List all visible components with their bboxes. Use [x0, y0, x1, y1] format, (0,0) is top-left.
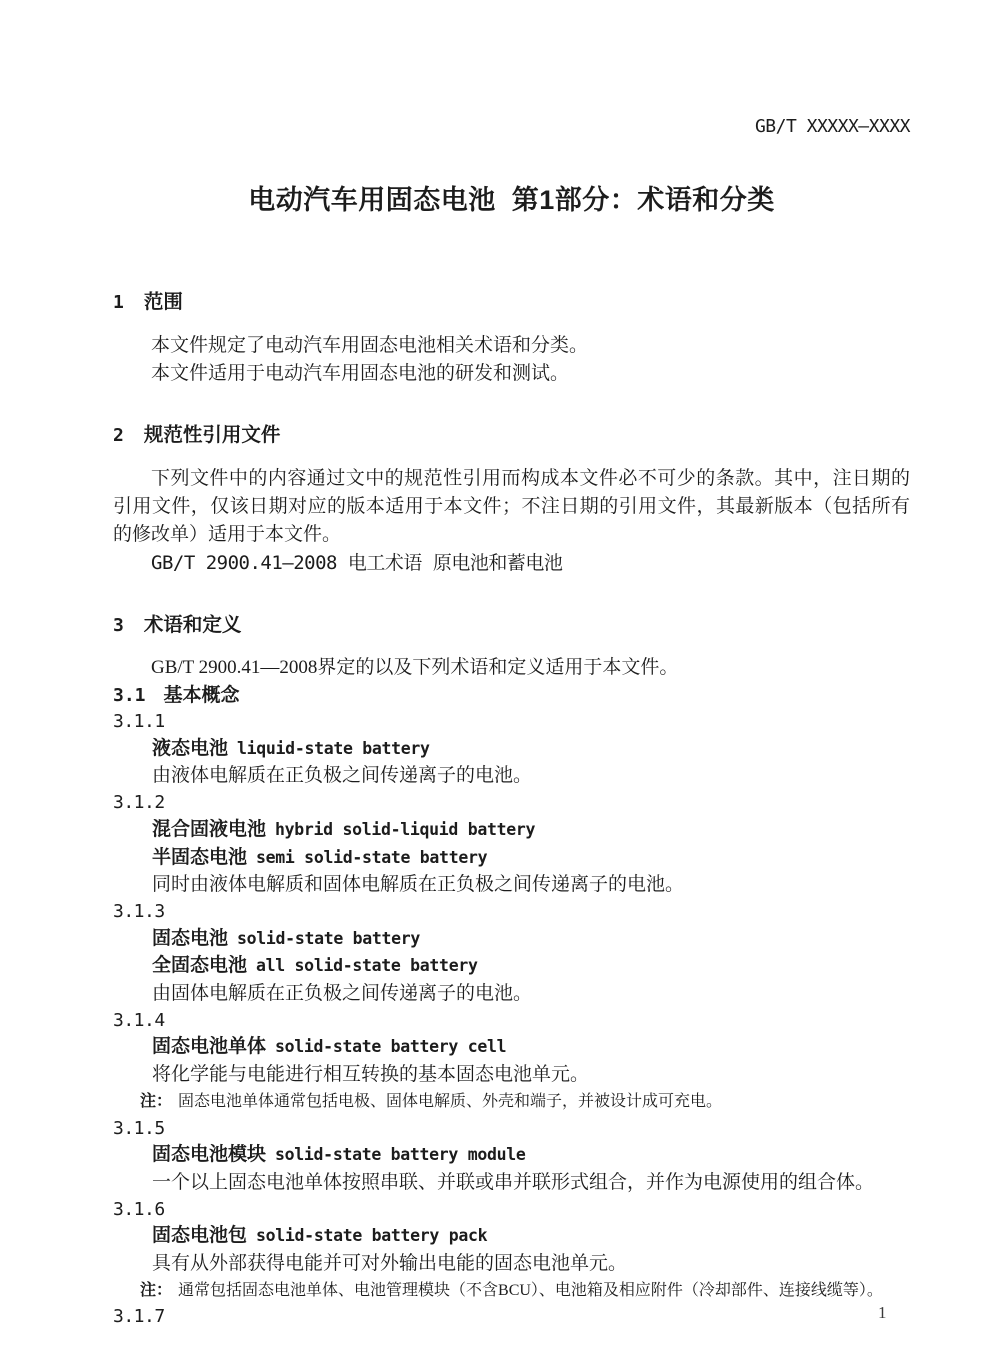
term-entry [113, 1197, 910, 1305]
term-name-en: hybrid solid-liquid battery [275, 819, 536, 839]
term-note [140, 1089, 910, 1116]
term-name [152, 926, 910, 954]
section-2-heading [113, 421, 910, 450]
term-definition: 一个以上固态电池单体按照串联、并联或串并联形式组合，并作为电源使用的组合体。 [152, 1171, 875, 1193]
term-definition: 将化学能与电能进行相互转换的基本固态电池单元。 [152, 1064, 590, 1086]
term-name-en: liquid-state battery [237, 738, 430, 758]
term-definition: 由液体电解质在正负极之间传递离子的电池。 [152, 765, 533, 787]
term-definition: 具有从外部获得电能并可对外输出电能的固态电池单元。 [152, 1253, 628, 1275]
terms-intro-paragraph: GB/T 2900.41—2008界定的以及下列术语和定义适用于本文件。 [151, 657, 679, 678]
term-note [140, 1278, 910, 1305]
term-name-zh: 固态电池单体 [152, 1036, 267, 1058]
term-name-zh: 固态电池包 [152, 1225, 248, 1247]
note-label: 注： [140, 1281, 173, 1299]
terms-list [113, 709, 910, 1331]
subsection-3-1-title: 基本概念 [163, 685, 240, 706]
document-content [113, 0, 910, 1331]
section-2-number: 2 [113, 425, 124, 446]
standard-code: GB/T XXXXX—XXXX [754, 116, 910, 137]
term-entry [113, 1116, 910, 1197]
note-text: 通常包括固态电池单体、电池管理模块（不含BCU）、电池箱及相应附件（冷却部件、连接线缆等）。 [178, 1281, 883, 1299]
term-entry [113, 790, 910, 899]
term-entry [113, 709, 910, 790]
subsection-3-1-number: 3.1 [113, 685, 146, 706]
term-name-en: solid-state battery pack [256, 1226, 488, 1246]
subsection-3-1-heading [113, 682, 910, 709]
section-1-heading [113, 288, 910, 317]
term-name [152, 817, 910, 845]
section-3-title: 术语和定义 [143, 614, 242, 636]
term-name-en: solid-state battery cell [275, 1037, 507, 1057]
section-3-number: 3 [113, 615, 124, 636]
section-1-title: 范围 [143, 291, 183, 313]
term-id: 3.1.4 [113, 1009, 165, 1031]
term-definition: 由固体电解质在正负极之间传递离子的电池。 [152, 983, 533, 1005]
term-name-zh: 液态电池 [152, 737, 229, 759]
term-id: 3.1.2 [113, 792, 165, 814]
term-entry [113, 1304, 910, 1331]
referenced-standard: GB/T 2900.41—2008 电工术语 原电池和蓄电池 [151, 552, 563, 574]
term-name-en: semi solid-state battery [256, 847, 488, 867]
term-id: 3.1.6 [113, 1198, 165, 1220]
section-1-number: 1 [113, 292, 124, 313]
document-title: 电动汽车用固态电池 第1部分：术语和分类 [248, 185, 775, 215]
normative-references-paragraph: 下列文件中的内容通过文中的规范性引用而构成本文件必不可少的条款。其中，注日期的引用文件，仅该日期对应的版本适用于本文件；不注日期的引用文件，其最新版本（包括所有的修改单）适用于本文件。 [113, 468, 910, 545]
term-name-zh: 固态电池 [152, 927, 229, 949]
note-text: 固态电池单体通常包括电极、固体电解质、外壳和端子，并被设计成可充电。 [178, 1092, 723, 1110]
term-name-en: solid-state battery [237, 928, 421, 948]
term-name [152, 1034, 910, 1062]
term-name-zh: 混合固液电池 [152, 818, 267, 840]
term-id: 3.1.3 [113, 900, 165, 922]
term-name [152, 845, 910, 873]
section-2-title: 规范性引用文件 [143, 424, 281, 446]
term-name-zh: 全固态电池 [152, 955, 248, 977]
scope-paragraph-2: 本文件适用于电动汽车用固态电池的研发和测试。 [151, 363, 570, 384]
page-number: 1 [878, 1303, 887, 1322]
section-3-heading [113, 611, 910, 640]
term-id: 3.1.5 [113, 1117, 165, 1139]
term-name [152, 1223, 910, 1251]
term-name-en: solid-state battery module [275, 1145, 526, 1165]
term-definition: 同时由液体电解质和固体电解质在正负极之间传递离子的电池。 [152, 874, 685, 896]
term-name [152, 1142, 910, 1170]
term-name [152, 736, 910, 764]
term-name-zh: 半固态电池 [152, 846, 248, 868]
term-id: 3.1.7 [113, 1306, 165, 1328]
term-name-en: all solid-state battery [256, 956, 478, 976]
term-name-zh: 固态电池模块 [152, 1144, 267, 1166]
term-entry [113, 899, 910, 1008]
term-id: 3.1.1 [113, 711, 165, 732]
term-name [152, 953, 910, 981]
note-label: 注： [140, 1092, 173, 1110]
term-entry [113, 1008, 910, 1116]
scope-paragraph-1: 本文件规定了电动汽车用固态电池相关术语和分类。 [151, 335, 589, 356]
